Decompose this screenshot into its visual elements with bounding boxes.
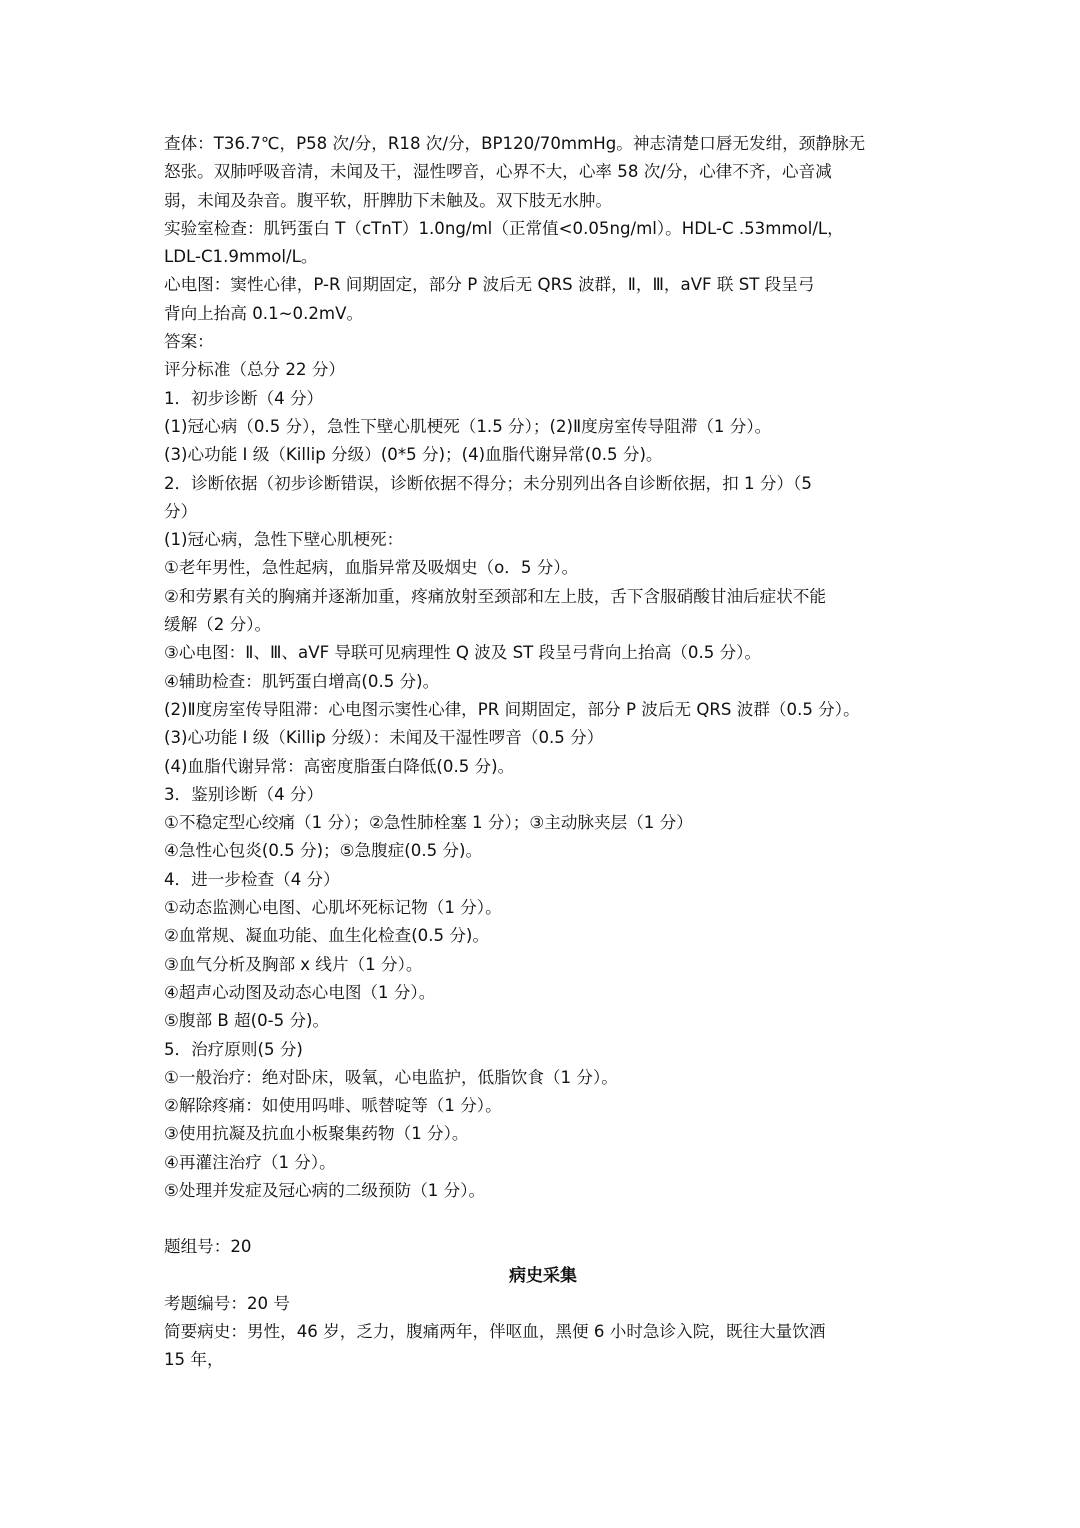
text-line: 心电图：窦性心律，P-R 间期固定，部分 P 波后无 QRS 波群，Ⅱ，Ⅲ，aVF 联 ST 段呈弓 — [164, 275, 815, 295]
exam-number: 考题编号：20 号 — [164, 1293, 290, 1313]
text-line: ①老年男性，急性起病，血脂异常及吸烟史（o．5 分）。 — [164, 558, 579, 578]
text-line: (3)心功能 I 级（Killip 分级）：未闻及干湿性啰音（0.5 分） — [164, 728, 604, 748]
text-line: ③使用抗凝及抗血小板聚集药物（1 分）。 — [164, 1124, 469, 1144]
text-line: ①不稳定型心绞痛（1 分）；②急性肺栓塞 1 分）；③主动脉夹层（1 分） — [164, 813, 693, 833]
text-line: LDL-C1.9mmol/L。 — [164, 247, 318, 267]
text-line: ④再灌注治疗（1 分）。 — [164, 1152, 336, 1172]
text-line: 分） — [164, 501, 198, 521]
text-line: 2．诊断依据（初步诊断错误，诊断依据不得分；未分别列出各自诊断依据，扣 1 分）（5 — [164, 473, 812, 493]
page-content — [164, 130, 922, 1374]
text-line: ①动态监测心电图、心肌坏死标记物（1 分）。 — [164, 898, 502, 918]
text-line: ①一般治疗：绝对卧床，吸氧，心电监护，低脂饮食（1 分）。 — [164, 1067, 618, 1087]
text-line: ②解除疼痛：如使用吗啡、哌替啶等（1 分）。 — [164, 1096, 502, 1116]
question-group-number: 题组号：20 — [164, 1237, 252, 1257]
text-line: ②血常规、凝血功能、血生化检查(0.5 分)。 — [164, 926, 489, 946]
text-line: 查体：T36.7℃，P58 次/分，R18 次/分，BP120/70mmHg。神志清楚口唇无发绀，颈静脉无 — [164, 134, 866, 153]
text-line: ④急性心包炎(0.5 分)；⑤急腹症(0.5 分)。 — [164, 841, 483, 861]
text-line: 背向上抬高 0.1~0.2mV。 — [164, 303, 364, 323]
text-line: (4)血脂代谢异常：高密度脂蛋白降低(0.5 分)。 — [164, 756, 515, 776]
text-line: ④超声心动图及动态心电图（1 分）。 — [164, 982, 436, 1002]
text-line: 实验室检查：肌钙蛋白 T（cTnT）1.0ng/ml（正常值<0.05ng/ml）。HDL-C .53mmol/L， — [164, 218, 844, 238]
text-line: 缓解（2 分）。 — [164, 615, 272, 635]
text-line: ⑤腹部 B 超(0-5 分)。 — [164, 1011, 330, 1031]
history-line: 简要病史：男性，46 岁，乏力，腹痛两年，伴呕血，黑便 6 小时急诊入院，既往大量饮酒 — [164, 1321, 826, 1341]
text-line: 1．初步诊断（4 分） — [164, 388, 324, 408]
rubric-block — [164, 130, 922, 1205]
text-line: ③血气分析及胸部 x 线片（1 分）。 — [164, 954, 423, 974]
text-line: ②和劳累有关的胸痛并逐渐加重，疼痛放射至颈部和左上肢，舌下含服硝酸甘油后症状不能 — [164, 586, 827, 606]
text-line: (3)心功能 I 级（Killip 分级）(0*5 分)；(4)血脂代谢异常(0.5 分)。 — [164, 445, 663, 465]
text-line: (2)Ⅱ度房室传导阻滞：心电图示窦性心律，PR 间期固定，部分 P 波后无 QRS 波群（0.5 分）。 — [164, 699, 860, 719]
text-line: ⑤处理并发症及冠心病的二级预防（1 分）。 — [164, 1180, 486, 1200]
text-line: 3．鉴别诊断（4 分） — [164, 784, 324, 804]
text-line: 评分标准（总分 22 分） — [164, 360, 346, 380]
text-line: (1)冠心病，急性下壁心肌梗死： — [164, 530, 404, 550]
text-line: 5．治疗原则(5 分) — [164, 1039, 303, 1059]
text-line: 弱，未闻及杂音。腹平软，肝脾肋下未触及。双下肢无水肿。 — [164, 190, 613, 210]
text-line: 怒张。双肺呼吸音清，未闻及干，湿性啰音，心界不大，心率 58 次/分，心律不齐，心音减 — [164, 162, 832, 182]
text-line: 答案： — [164, 332, 214, 352]
text-line: (1)冠心病（0.5 分），急性下壁心肌梗死（1.5 分）；(2)Ⅱ度房室传导阻滞（1 分）。 — [164, 416, 772, 436]
section-heading: 病史采集 — [509, 1265, 577, 1286]
text-line: 4．进一步检查（4 分） — [164, 869, 340, 889]
blank-line — [164, 1205, 922, 1233]
text-line: ③心电图：Ⅱ、Ⅲ、aVF 导联可见病理性 Q 波及 ST 段呈弓背向上抬高（0.5 分）。 — [164, 643, 762, 663]
history-line: 15 年， — [164, 1350, 224, 1370]
text-line: ④辅助检查：肌钙蛋白增高(0.5 分)。 — [164, 671, 440, 691]
